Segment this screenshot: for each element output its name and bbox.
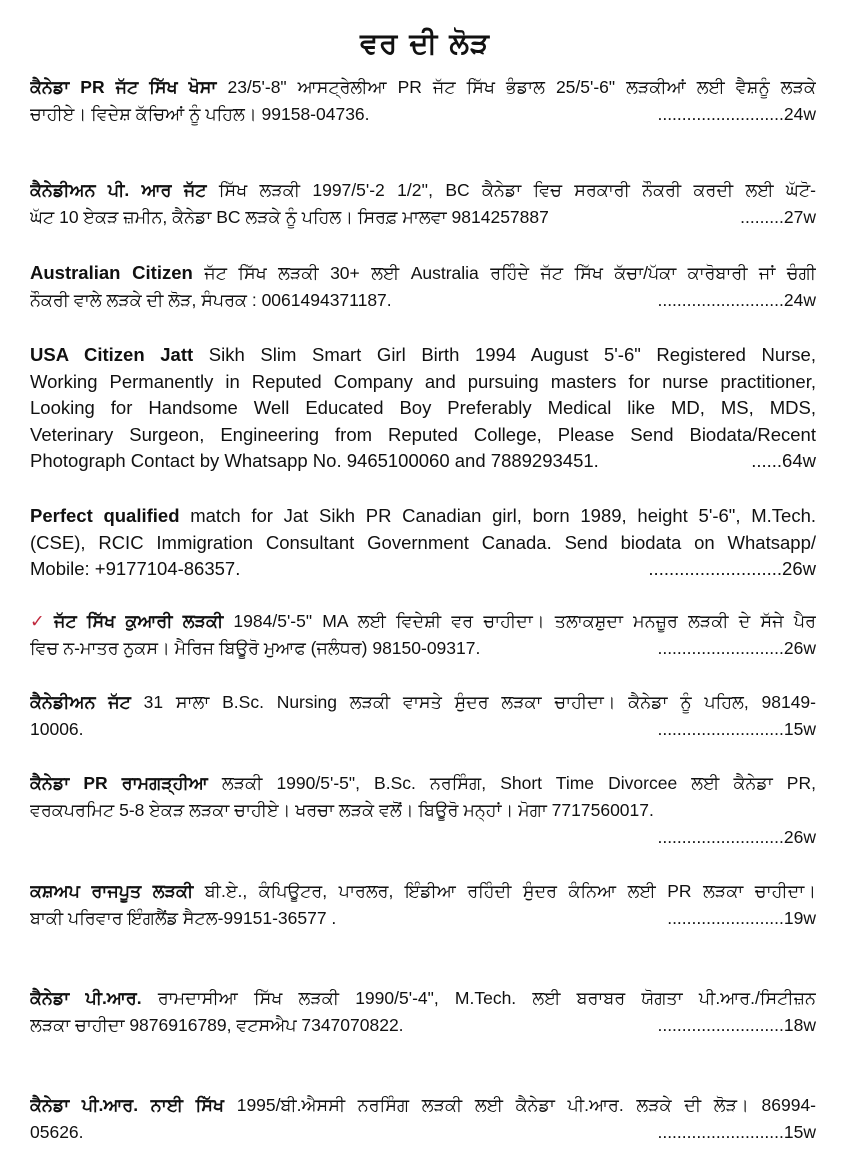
classified-ad [30, 177, 816, 231]
ad-text: ਨੌਕਰੀ ਵਾਲੇ ਲੜਕੇ ਦੀ ਲੋੜ, ਸੰਪਰਕ : 0061494371187. [30, 289, 392, 310]
ad-lead: ਕੈਨੇਡੀਅਨ ਪੀ. ਆਰ ਜੱਟ [30, 180, 207, 200]
ad-line [30, 503, 816, 530]
ad-lead: ਕੈਨੇਡਾ PR ਜੱਟ ਸਿੱਖ ਖੋਸਾ [30, 77, 217, 97]
ad-text: ਸਿੱਖ ਲੜਕੀ 1997/5'-2 1/2'', BC ਕੈਨੇਡਾ ਵਿਚ ਸਰਕਾਰੀ ਨੌਕਰੀ ਕਰਦੀ ਲਈ ਘੱਟੋ- [206, 180, 816, 200]
ad-text: 1995/ਬੀ.ਐਸਸੀ ਨਰਸਿੰਗ ਲੜਕੀ ਲਈ ਕੈਨੇਡਾ ਪੀ.ਆਰ. ਲੜਕੇ ਦੀ ਲੋੜ। 86994- [224, 1095, 816, 1115]
ad-line [30, 1119, 816, 1146]
ad-line [30, 177, 816, 204]
classified-ad [30, 1092, 816, 1146]
ad-code: ..........................24w [653, 287, 816, 314]
ad-line [30, 395, 816, 422]
classified-ad [30, 985, 816, 1039]
ad-line [30, 878, 816, 905]
ad-text: ਬੀ.ਏ., ਕੰਪਿਊਟਰ, ਪਾਰਲਰ, ਇੰਡੀਆ ਰਹਿੰਦੀ ਸੁੰਦਰ ਕੰਨਿਆ ਲਈ PR ਲੜਕਾ ਚਾਹੀਦਾ। [193, 881, 816, 901]
ad-line [30, 716, 816, 743]
ad-lead: Perfect qualified [30, 505, 180, 526]
ad-text: match for Jat Sikh PR Canadian girl, born 1989, height 5'-6", M.Tech. [179, 505, 816, 526]
classified-ad [30, 74, 816, 128]
ad-line [30, 530, 816, 557]
ad-line [30, 635, 816, 662]
ad-lead: Australian Citizen [30, 262, 193, 283]
ad-text: Working Permanently in Reputed Company and pursuing masters for nurse practitioner, [30, 370, 816, 392]
classified-ad [30, 503, 816, 583]
ad-text: Veterinary Surgeon, Engineering from Reputed College, Please Send Biodata/Recent [30, 423, 816, 445]
ad-text: ਲੜਕਾ ਚਾਹੀਦਾ 9876916789, ਵਟਸਐਪ 7347070822. [30, 1015, 404, 1035]
ad-code: ..........................18w [653, 1012, 816, 1039]
ad-code: .........27w [736, 204, 816, 231]
ad-line [30, 797, 816, 824]
ad-text: ਬਾਕੀ ਪਰਿਵਾਰ ਇੰਗਲੈਂਡ ਸੈਟਲ-99151-36577 . [30, 908, 337, 928]
ad-line [30, 287, 816, 314]
ad-line [30, 204, 816, 231]
classified-ad [30, 770, 816, 851]
ad-text: ਚਾਹੀਏ। ਵਿਦੇਸ਼ ਕੱਚਿਆਂ ਨੂੰ ਪਹਿਲ। 99158-04736. [30, 104, 370, 124]
ad-code: ..........................15w [653, 716, 816, 743]
ad-text: ਵਿਚ ਨ-ਮਾਤਰ ਨੁਕਸ। ਮੈਰਿਜ ਬਿਊਰੋ ਮੁਆਫ (ਜਲੰਧਰ) 98150-09317. [30, 638, 481, 658]
checkmark-icon: ✓ [30, 611, 51, 631]
ad-line [30, 556, 816, 583]
ad-text: 05626. [30, 1122, 84, 1142]
ad-text: ਵਰਕਪਰਮਿਟ 5-8 ਏਕੜ ਲੜਕਾ ਚਾਹੀਏ। ਖਰਚਾ ਲੜਕੇ ਵਲੋਂ। ਬਿਊਰੋ ਮਨ੍ਹਾਂ। ਮੋਗਾ 7717560017. [30, 800, 654, 820]
ad-lead: ਕੈਨੇਡਾ ਪੀ.ਆਰ. [30, 988, 142, 1008]
ad-line [30, 770, 816, 797]
classified-ad [30, 260, 816, 313]
ad-text: ਘੱਟ 10 ਏਕੜ ਜ਼ਮੀਨ, ਕੈਨੇਡਾ BC ਲੜਕੇ ਨੂੰ ਪਹਿਲ। ਸਿਰਫ਼ ਮਾਲਵਾ 9814257887 [30, 207, 549, 227]
ad-line [30, 260, 816, 287]
ad-code: ..........................26w [657, 827, 816, 847]
ad-line [30, 689, 816, 716]
ad-text: Looking for Handsome Well Educated Boy Preferably Medical like MD, MS, MDS, [30, 397, 816, 418]
ad-text: (CSE), RCIC Immigration Consultant Government Canada. Send biodata on Whatsapp/ [30, 531, 816, 553]
ad-line [30, 369, 816, 396]
ad-lead: USA Citizen Jatt [30, 344, 194, 365]
classified-ad [30, 878, 816, 932]
ad-line [30, 74, 816, 101]
ad-lead: ਕੈਨੇਡਾ PR ਰਾਮਗੜ੍ਹੀਆ [30, 773, 208, 793]
ad-line [30, 1092, 816, 1119]
ad-line [30, 824, 816, 851]
ad-code: ........................19w [663, 905, 816, 932]
ad-code: ..........................15w [653, 1119, 816, 1146]
ad-lead: ਕਸ਼ਅਪ ਰਾਜਪੂਤ ਲੜਕੀ [30, 881, 194, 901]
ad-text: ਲੜਕੀ 1990/5'-5", B.Sc. ਨਰਸਿੰਗ, Short Time Divorcee ਲਈ ਕੈਨੇਡਾ PR, [207, 773, 816, 793]
ad-line [30, 101, 816, 128]
ad-line [30, 608, 816, 635]
ad-text: ਜੱਟ ਸਿੱਖ ਲੜਕੀ 30+ ਲਈ Australia ਰਹਿੰਦੇ ਜੱਟ ਸਿੱਖ ਕੱਚਾ/ਪੱਕਾ ਕਾਰੋਬਾਰੀ ਜਾਂ ਚੰਗੀ [192, 263, 816, 283]
ad-lead: ਕੈਨੇਡੀਅਨ ਜੱਟ [30, 692, 131, 712]
ad-line [30, 342, 816, 369]
ad-text: Sikh Slim Smart Girl Birth 1994 August 5'-6" Registered Nurse, [193, 344, 816, 365]
classified-ad [30, 689, 816, 743]
ad-lead: ਕੈਨੇਡਾ ਪੀ.ਆਰ. ਨਾਈ ਸਿੱਖ [30, 1095, 225, 1115]
ad-text: ਰਾਮਦਾਸੀਆ ਸਿੱਖ ਲੜਕੀ 1990/5'-4", M.Tech. ਲਈ ਬਰਾਬਰ ਯੋਗਤਾ ਪੀ.ਆਰ./ਸਿਟੀਜ਼ਨ [141, 988, 816, 1008]
ad-line [30, 422, 816, 449]
ad-line [30, 905, 816, 932]
classified-ad [30, 342, 816, 475]
ad-line [30, 985, 816, 1012]
ad-text: 10006. [30, 719, 84, 739]
ad-text: 23/5'-8" ਆਸਟ੍ਰੇਲੀਆ PR ਜੱਟ ਸਿੱਖ ਭੰਡਾਲ 25/5'-6" ਲੜਕੀਆਂ ਲਈ ਵੈਸ਼ਨੂੰ ਲੜਕੇ [216, 77, 816, 97]
ad-code: ..........................26w [653, 635, 816, 662]
ad-text: Photograph Contact by Whatsapp No. 9465100060 and 7889293451. [30, 450, 599, 471]
ad-text: 31 ਸਾਲਾ B.Sc. Nursing ਲੜਕੀ ਵਾਸਤੇ ਸੁੰਦਰ ਲੜਕਾ ਚਾਹੀਦਾ। ਕੈਨੇਡਾ ਨੂੰ ਪਹਿਲ, 98149- [130, 692, 816, 712]
classified-ad [30, 608, 816, 662]
ad-text: 1984/5'-5" MA ਲਈ ਵਿਦੇਸ਼ੀ ਵਰ ਚਾਹੀਦਾ। ਤਲਾਕਸ਼ੁਦਾ ਮਨਜ਼ੂਰ ਲੜਕੀ ਦੇ ਸੱਜੇ ਪੈਰ [223, 611, 816, 631]
ad-line [30, 448, 816, 475]
ad-code: ......64w [747, 448, 816, 475]
ad-lead: ਜੱਟ ਸਿੱਖ ਕੁਆਰੀ ਲੜਕੀ [54, 611, 224, 631]
page-title: ਵਰ ਦੀ ਲੋੜ [360, 26, 490, 60]
ad-code: ..........................26w [644, 556, 816, 583]
ad-line [30, 1012, 816, 1039]
ad-text: Mobile: +9177104-86357. [30, 558, 241, 579]
ad-code: ..........................24w [653, 101, 816, 128]
